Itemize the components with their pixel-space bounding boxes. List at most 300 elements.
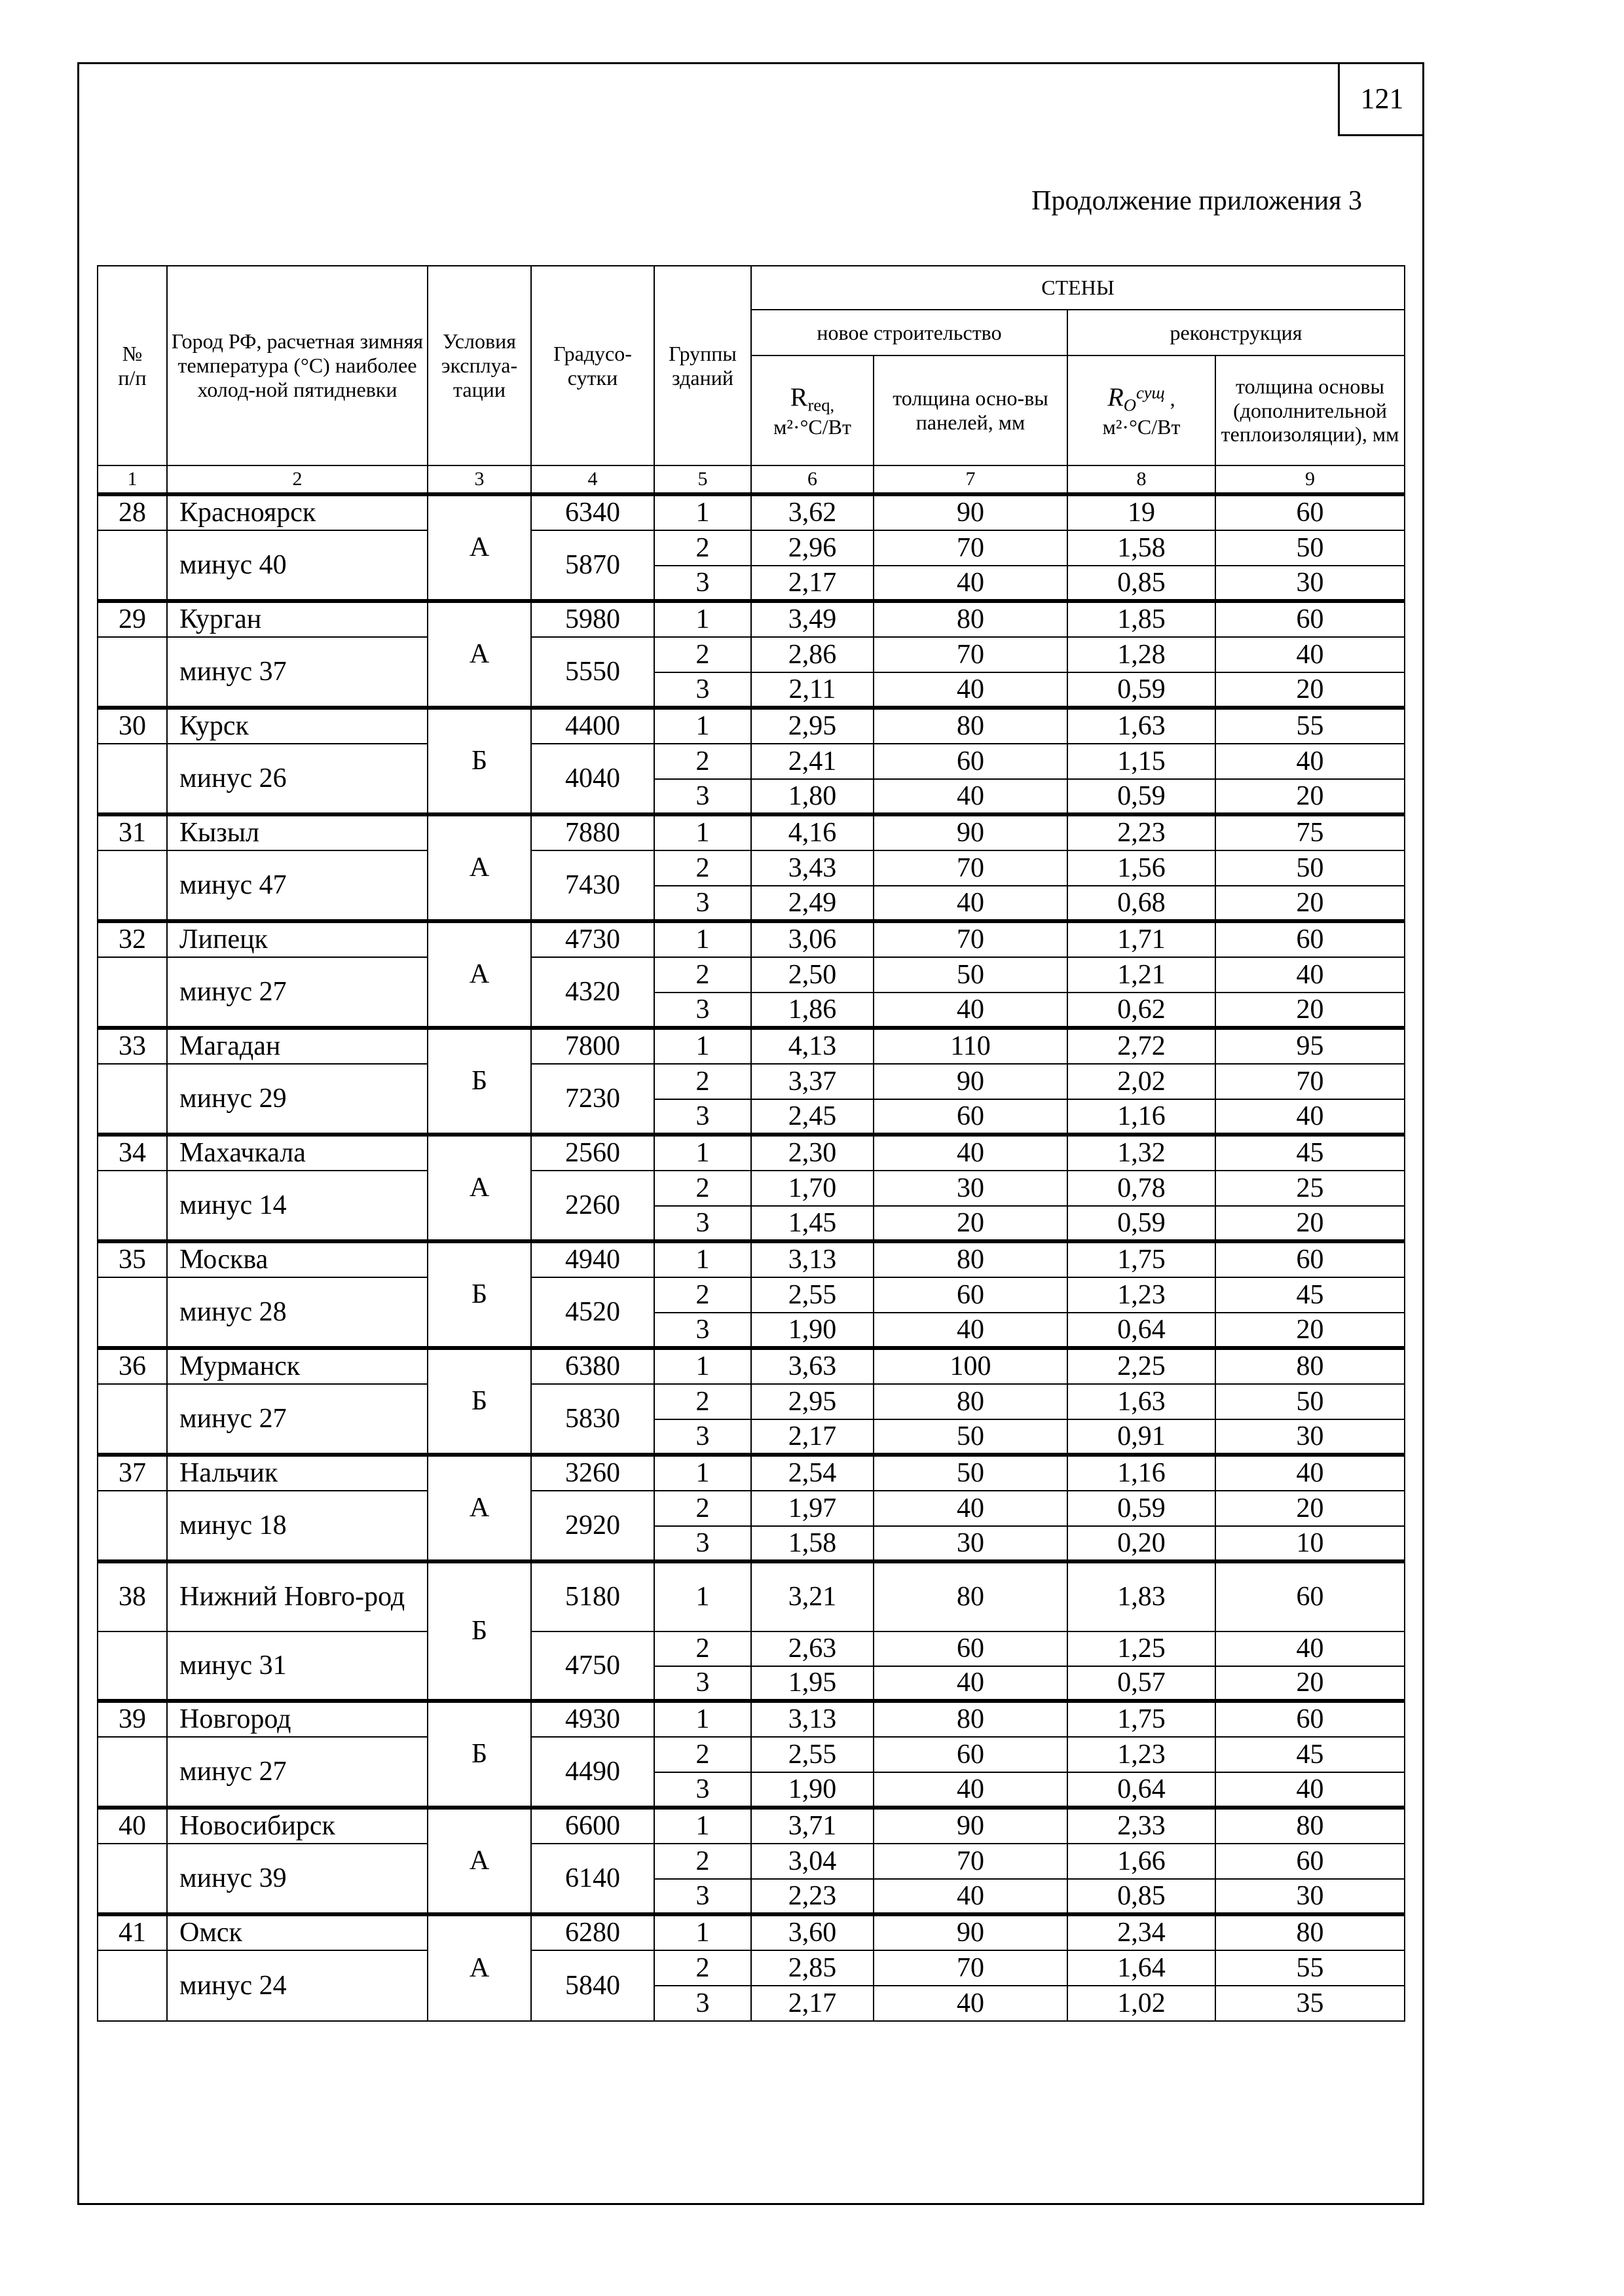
- group: 1: [654, 708, 751, 744]
- city-name: Новгород: [167, 1701, 428, 1737]
- city-name: Махачкала: [167, 1135, 428, 1171]
- group: 3: [654, 1419, 751, 1455]
- city-name: Магадан: [167, 1028, 428, 1064]
- base-thickness: 20: [1215, 1491, 1405, 1526]
- r-req: 2,86: [751, 637, 874, 672]
- table-row: [98, 530, 1405, 566]
- base-thickness: 20: [1215, 993, 1405, 1028]
- conditions: А: [428, 1914, 531, 2021]
- base-thickness: 60: [1215, 1844, 1405, 1879]
- degree-days: 7230: [531, 1064, 654, 1135]
- r-req: 2,50: [751, 957, 874, 993]
- base-thickness: 50: [1215, 530, 1405, 566]
- degree-days: 4040: [531, 744, 654, 814]
- city-number: 39: [98, 1701, 167, 1737]
- panel-thickness: 80: [874, 1701, 1067, 1737]
- base-thickness: 80: [1215, 1348, 1405, 1384]
- r-o: 0,57: [1067, 1666, 1215, 1701]
- degree-days: 4750: [531, 1631, 654, 1701]
- r-o: 1,66: [1067, 1844, 1215, 1879]
- base-thickness: 45: [1215, 1135, 1405, 1171]
- empty-cell: [98, 1384, 167, 1455]
- city-number: 34: [98, 1135, 167, 1171]
- table-row: [98, 637, 1405, 672]
- panel-thickness: 40: [874, 566, 1067, 601]
- degree-days: 2560: [531, 1135, 654, 1171]
- base-thickness: 60: [1215, 1561, 1405, 1631]
- table-body: [98, 266, 1405, 2021]
- panel-thickness: 80: [874, 601, 1067, 637]
- base-thickness: 20: [1215, 672, 1405, 708]
- panel-thickness: 70: [874, 1950, 1067, 1986]
- table-row: [98, 601, 1405, 637]
- r-req-unit: м²·°С/Вт: [773, 414, 851, 439]
- r-o: 1,16: [1067, 1455, 1215, 1491]
- col-num-3: 3: [428, 465, 531, 494]
- base-thickness: 20: [1215, 1666, 1405, 1701]
- base-thickness: 50: [1215, 850, 1405, 886]
- panel-thickness: 40: [874, 779, 1067, 814]
- header-groups: Группы зданий: [654, 266, 751, 465]
- conditions: Б: [428, 1241, 531, 1348]
- r-req: 3,49: [751, 601, 874, 637]
- group: 3: [654, 993, 751, 1028]
- r-req: 2,96: [751, 530, 874, 566]
- r-req: 1,70: [751, 1171, 874, 1206]
- degree-days: 4520: [531, 1277, 654, 1348]
- conditions: А: [428, 1455, 531, 1561]
- degree-days: 5840: [531, 1950, 654, 2021]
- table-row: [98, 1737, 1405, 1772]
- header-conditions: Условия эксплуа-тации: [428, 266, 531, 465]
- conditions: А: [428, 921, 531, 1028]
- city-name: Липецк: [167, 921, 428, 957]
- base-thickness: 20: [1215, 1206, 1405, 1241]
- panel-thickness: 40: [874, 672, 1067, 708]
- header-r-o: $R_O^{сущ}$ , м²·°С/Вт: [1067, 355, 1215, 465]
- empty-cell: [98, 1950, 167, 2021]
- city-temperature: минус 18: [167, 1491, 428, 1561]
- r-req: 2,54: [751, 1455, 874, 1491]
- r-req: 1,86: [751, 993, 874, 1028]
- group: 2: [654, 1384, 751, 1419]
- r-req: 3,13: [751, 1241, 874, 1277]
- group: 1: [654, 1135, 751, 1171]
- r-o: 1,58: [1067, 530, 1215, 566]
- group: 2: [654, 850, 751, 886]
- table-row: [98, 744, 1405, 779]
- panel-thickness: 70: [874, 850, 1067, 886]
- city-temperature: минус 27: [167, 957, 428, 1028]
- panel-thickness: 50: [874, 1419, 1067, 1455]
- city-temperature: минус 27: [167, 1384, 428, 1455]
- city-number: 28: [98, 494, 167, 530]
- group: 2: [654, 1631, 751, 1666]
- empty-cell: [98, 637, 167, 708]
- base-thickness: 60: [1215, 601, 1405, 637]
- group: 3: [654, 1313, 751, 1348]
- city-temperature: минус 28: [167, 1277, 428, 1348]
- r-o: 1,25: [1067, 1631, 1215, 1666]
- conditions: А: [428, 601, 531, 708]
- degree-days: 4490: [531, 1737, 654, 1808]
- panel-thickness: 60: [874, 1277, 1067, 1313]
- city-name: Нижний Новго-род: [167, 1561, 428, 1631]
- degree-days: 5980: [531, 601, 654, 637]
- empty-cell: [98, 1491, 167, 1561]
- degree-days: 2920: [531, 1491, 654, 1561]
- base-thickness: 60: [1215, 494, 1405, 530]
- base-thickness: 40: [1215, 1455, 1405, 1491]
- r-req: 1,45: [751, 1206, 874, 1241]
- r-req: 2,30: [751, 1135, 874, 1171]
- conditions: Б: [428, 708, 531, 814]
- empty-cell: [98, 1171, 167, 1241]
- r-req-sub: req,: [807, 394, 835, 414]
- base-thickness: 30: [1215, 1419, 1405, 1455]
- r-o: 1,02: [1067, 1986, 1215, 2021]
- r-o: 2,33: [1067, 1808, 1215, 1844]
- r-o: 1,23: [1067, 1277, 1215, 1313]
- degree-days: 3260: [531, 1455, 654, 1491]
- r-req: 3,37: [751, 1064, 874, 1099]
- group: 2: [654, 1491, 751, 1526]
- base-thickness: 80: [1215, 1914, 1405, 1950]
- r-req: 1,95: [751, 1666, 874, 1701]
- col-num-8: 8: [1067, 465, 1215, 494]
- r-o: 1,85: [1067, 601, 1215, 637]
- r-o: 2,02: [1067, 1064, 1215, 1099]
- base-thickness: 60: [1215, 921, 1405, 957]
- group: 2: [654, 957, 751, 993]
- conditions: Б: [428, 1028, 531, 1135]
- panel-thickness: 40: [874, 886, 1067, 921]
- city-number: 33: [98, 1028, 167, 1064]
- panel-thickness: 100: [874, 1348, 1067, 1384]
- r-o: 1,63: [1067, 708, 1215, 744]
- r-o: 1,75: [1067, 1241, 1215, 1277]
- empty-cell: [98, 1277, 167, 1348]
- degree-days: 4730: [531, 921, 654, 957]
- panel-thickness: 60: [874, 1631, 1067, 1666]
- base-thickness: 40: [1215, 1099, 1405, 1135]
- r-req: 1,58: [751, 1526, 874, 1561]
- col-num-7: 7: [874, 465, 1067, 494]
- degree-days: 6140: [531, 1844, 654, 1914]
- r-o: 0,62: [1067, 993, 1215, 1028]
- header-new-build: новое строительство: [751, 310, 1067, 355]
- table-row: [98, 1914, 1405, 1950]
- panel-thickness: 40: [874, 993, 1067, 1028]
- r-o: 0,59: [1067, 779, 1215, 814]
- r-o-symbol: R: [1107, 382, 1124, 412]
- table-row: [98, 814, 1405, 850]
- panel-thickness: 40: [874, 1772, 1067, 1808]
- r-o: 1,75: [1067, 1701, 1215, 1737]
- group: 3: [654, 566, 751, 601]
- r-o: 1,16: [1067, 1099, 1215, 1135]
- degree-days: 4400: [531, 708, 654, 744]
- degree-days: 5870: [531, 530, 654, 601]
- group: 1: [654, 494, 751, 530]
- table-row: [98, 1171, 1405, 1206]
- r-req: 2,49: [751, 886, 874, 921]
- panel-thickness: 30: [874, 1526, 1067, 1561]
- table-row: [98, 1701, 1405, 1737]
- panel-thickness: 80: [874, 708, 1067, 744]
- r-req: 1,90: [751, 1313, 874, 1348]
- city-temperature: минус 39: [167, 1844, 428, 1914]
- r-o-sub: O: [1123, 394, 1137, 414]
- base-thickness: 75: [1215, 814, 1405, 850]
- r-o: 1,71: [1067, 921, 1215, 957]
- table-row: [98, 1241, 1405, 1277]
- degree-days: 5180: [531, 1561, 654, 1631]
- r-o: 0,91: [1067, 1419, 1215, 1455]
- group: 1: [654, 814, 751, 850]
- r-o: 1,56: [1067, 850, 1215, 886]
- table-row: [98, 1491, 1405, 1526]
- table-row: [98, 1384, 1405, 1419]
- base-thickness: 45: [1215, 1277, 1405, 1313]
- group: 2: [654, 744, 751, 779]
- panel-thickness: 80: [874, 1241, 1067, 1277]
- panel-thickness: 30: [874, 1171, 1067, 1206]
- base-thickness: 45: [1215, 1737, 1405, 1772]
- city-number: 32: [98, 921, 167, 957]
- r-req: 1,90: [751, 1772, 874, 1808]
- r-req: 4,16: [751, 814, 874, 850]
- conditions: Б: [428, 1701, 531, 1808]
- panel-thickness: 70: [874, 1844, 1067, 1879]
- r-o: 1,83: [1067, 1561, 1215, 1631]
- r-req: 2,55: [751, 1277, 874, 1313]
- r-o: 0,78: [1067, 1171, 1215, 1206]
- table-row: [98, 1064, 1405, 1099]
- base-thickness: 40: [1215, 957, 1405, 993]
- r-req: 3,13: [751, 1701, 874, 1737]
- panel-thickness: 50: [874, 1455, 1067, 1491]
- r-o: 2,72: [1067, 1028, 1215, 1064]
- empty-cell: [98, 957, 167, 1028]
- col-num-4: 4: [531, 465, 654, 494]
- panel-thickness: 50: [874, 957, 1067, 993]
- header-panel-thickness: толщина осно-вы панелей, мм: [874, 355, 1067, 465]
- r-o: 1,32: [1067, 1135, 1215, 1171]
- r-req: 3,71: [751, 1808, 874, 1844]
- panel-thickness: 60: [874, 1099, 1067, 1135]
- degree-days: 5550: [531, 637, 654, 708]
- r-req: 2,11: [751, 672, 874, 708]
- base-thickness: 20: [1215, 886, 1405, 921]
- header-base-thickness: толщина основы (дополнительной теплоизоляции), мм: [1215, 355, 1405, 465]
- header-city: Город РФ, расчетная зимняя температура (°С) наиболее холод-ной пятидневки: [167, 266, 428, 465]
- degree-days: 7800: [531, 1028, 654, 1064]
- base-thickness: 55: [1215, 1950, 1405, 1986]
- r-req: 1,97: [751, 1491, 874, 1526]
- city-number: 38: [98, 1561, 167, 1631]
- group: 3: [654, 1099, 751, 1135]
- city-temperature: минус 31: [167, 1631, 428, 1701]
- group: 2: [654, 530, 751, 566]
- table-row: [98, 1844, 1405, 1879]
- table-subtitle: Продолжение приложения 3: [1031, 186, 1362, 216]
- r-o: 1,23: [1067, 1737, 1215, 1772]
- empty-cell: [98, 1844, 167, 1914]
- empty-cell: [98, 1631, 167, 1701]
- r-o: 2,25: [1067, 1348, 1215, 1384]
- panel-thickness: 90: [874, 1064, 1067, 1099]
- base-thickness: 30: [1215, 566, 1405, 601]
- city-temperature: минус 29: [167, 1064, 428, 1135]
- base-thickness: 30: [1215, 1879, 1405, 1914]
- city-number: 40: [98, 1808, 167, 1844]
- city-number: 36: [98, 1348, 167, 1384]
- empty-cell: [98, 530, 167, 601]
- city-name: Курган: [167, 601, 428, 637]
- city-name: Новосибирск: [167, 1808, 428, 1844]
- city-temperature: минус 27: [167, 1737, 428, 1808]
- group: 1: [654, 1028, 751, 1064]
- city-number: 31: [98, 814, 167, 850]
- r-req: 2,55: [751, 1737, 874, 1772]
- col-num-5: 5: [654, 465, 751, 494]
- city-name: Нальчик: [167, 1455, 428, 1491]
- r-o: 0,20: [1067, 1526, 1215, 1561]
- group: 3: [654, 1526, 751, 1561]
- conditions: А: [428, 1135, 531, 1241]
- base-thickness: 55: [1215, 708, 1405, 744]
- base-thickness: 60: [1215, 1701, 1405, 1737]
- group: 3: [654, 1206, 751, 1241]
- degree-days: 4320: [531, 957, 654, 1028]
- empty-cell: [98, 1737, 167, 1808]
- r-o: 1,64: [1067, 1950, 1215, 1986]
- panel-thickness: 90: [874, 494, 1067, 530]
- group: 3: [654, 1772, 751, 1808]
- panel-thickness: 20: [874, 1206, 1067, 1241]
- city-name: Красноярск: [167, 494, 428, 530]
- r-req: 2,17: [751, 1986, 874, 2021]
- base-thickness: 25: [1215, 1171, 1405, 1206]
- degree-days: 2260: [531, 1171, 654, 1241]
- panel-thickness: 80: [874, 1561, 1067, 1631]
- degree-days: 4940: [531, 1241, 654, 1277]
- header-degree-days: Градусо-сутки: [531, 266, 654, 465]
- group: 1: [654, 1241, 751, 1277]
- group: 1: [654, 601, 751, 637]
- page-number: 121: [1338, 62, 1424, 136]
- degree-days: 4930: [531, 1701, 654, 1737]
- r-req: 2,95: [751, 708, 874, 744]
- base-thickness: 95: [1215, 1028, 1405, 1064]
- degree-days: 7880: [531, 814, 654, 850]
- group: 1: [654, 1561, 751, 1631]
- r-req: 2,17: [751, 1419, 874, 1455]
- city-number: 29: [98, 601, 167, 637]
- r-o: 0,59: [1067, 672, 1215, 708]
- table-row: [98, 1950, 1405, 1986]
- degree-days: 6280: [531, 1914, 654, 1950]
- table-row: [98, 1277, 1405, 1313]
- r-req-symbol: R: [790, 382, 808, 412]
- table-row: [98, 1028, 1405, 1064]
- col-num-2: 2: [167, 465, 428, 494]
- panel-thickness: 40: [874, 1666, 1067, 1701]
- panel-thickness: 90: [874, 1914, 1067, 1950]
- panel-thickness: 60: [874, 744, 1067, 779]
- r-o: 0,64: [1067, 1772, 1215, 1808]
- table-row: [98, 1808, 1405, 1844]
- panel-thickness: 40: [874, 1135, 1067, 1171]
- group: 2: [654, 1844, 751, 1879]
- group: 2: [654, 1171, 751, 1206]
- base-thickness: 10: [1215, 1526, 1405, 1561]
- col-num-1: 1: [98, 465, 167, 494]
- r-req: 3,63: [751, 1348, 874, 1384]
- empty-cell: [98, 850, 167, 921]
- base-thickness: 60: [1215, 1241, 1405, 1277]
- r-req: 1,80: [751, 779, 874, 814]
- r-req: 2,41: [751, 744, 874, 779]
- city-number: 35: [98, 1241, 167, 1277]
- r-req: 2,95: [751, 1384, 874, 1419]
- base-thickness: 20: [1215, 779, 1405, 814]
- degree-days: 6340: [531, 494, 654, 530]
- panel-thickness: 40: [874, 1986, 1067, 2021]
- base-thickness: 40: [1215, 1772, 1405, 1808]
- r-o-unit: м²·°С/Вт: [1102, 414, 1181, 439]
- base-thickness: 20: [1215, 1313, 1405, 1348]
- table-row: [98, 1455, 1405, 1491]
- group: 1: [654, 1455, 751, 1491]
- panel-thickness: 70: [874, 637, 1067, 672]
- city-number: 37: [98, 1455, 167, 1491]
- group: 2: [654, 1737, 751, 1772]
- city-number: 41: [98, 1914, 167, 1950]
- panel-thickness: 40: [874, 1313, 1067, 1348]
- group: 3: [654, 1879, 751, 1914]
- r-req: 2,23: [751, 1879, 874, 1914]
- base-thickness: 40: [1215, 744, 1405, 779]
- city-temperature: минус 47: [167, 850, 428, 921]
- r-req: 2,45: [751, 1099, 874, 1135]
- r-req: 2,63: [751, 1631, 874, 1666]
- conditions: Б: [428, 1561, 531, 1701]
- base-thickness: 50: [1215, 1384, 1405, 1419]
- city-temperature: минус 26: [167, 744, 428, 814]
- conditions: А: [428, 494, 531, 601]
- panel-thickness: 110: [874, 1028, 1067, 1064]
- base-thickness: 80: [1215, 1808, 1405, 1844]
- r-req: 3,43: [751, 850, 874, 886]
- r-o: 0,85: [1067, 566, 1215, 601]
- r-o: 0,59: [1067, 1206, 1215, 1241]
- r-o: 0,85: [1067, 1879, 1215, 1914]
- table-row: [98, 1631, 1405, 1666]
- group: 3: [654, 1986, 751, 2021]
- group: 2: [654, 1277, 751, 1313]
- group: 1: [654, 1348, 751, 1384]
- degree-days: 5830: [531, 1384, 654, 1455]
- table-row: [98, 1561, 1405, 1631]
- degree-days: 7430: [531, 850, 654, 921]
- empty-cell: [98, 744, 167, 814]
- panel-thickness: 60: [874, 1737, 1067, 1772]
- header-r-req: [751, 355, 874, 465]
- group: 3: [654, 672, 751, 708]
- table-row: [98, 708, 1405, 744]
